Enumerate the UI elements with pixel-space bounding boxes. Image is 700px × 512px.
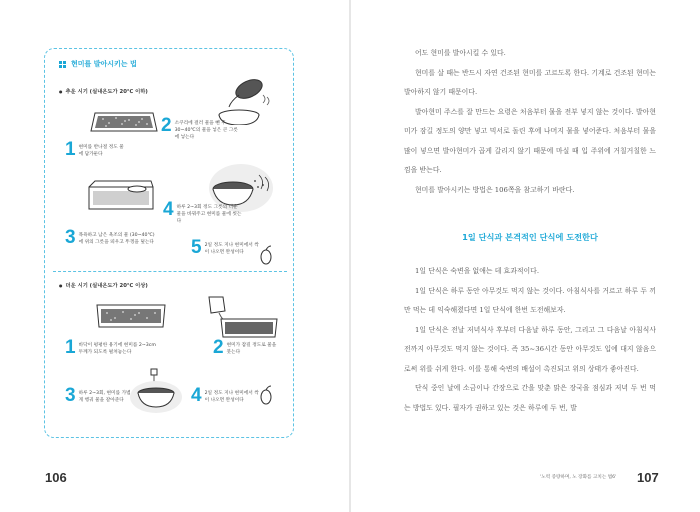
hot-step-2 bbox=[213, 339, 277, 357]
step-number: 2 bbox=[161, 115, 172, 136]
grid-bullet-icon bbox=[59, 61, 66, 68]
flat-tray-illustration bbox=[93, 301, 169, 333]
cold-step-4 bbox=[163, 201, 243, 225]
paragraph: 현미를 살 때는 반드시 자연 건조된 현미를 고르도록 한다. 기계로 건조된 현미는 발아하지 않기 때문이다. bbox=[404, 68, 656, 96]
step-text: 하루 2~3회, 현미를 가볍게 헹궈 물을 갈아준다 bbox=[78, 391, 131, 403]
paragraph: 현미를 발아시키는 방법은 106쪽을 참고하기 바란다. bbox=[415, 185, 575, 194]
box-title bbox=[59, 59, 137, 69]
section-heading: 1일 단식과 본격적인 단식에 도전한다 bbox=[462, 232, 598, 242]
hot-step-1 bbox=[65, 339, 159, 357]
paragraph: 단식 중인 날에 소금이나 간장으로 간을 맞춘 맑은 장국을 점심과 저녁 두 번 먹는 방법도 있다. 필자가 권하고 있는 것은 하루에 두 번, 발 bbox=[404, 384, 656, 412]
cold-step-3 bbox=[65, 229, 159, 247]
cold-step-1 bbox=[65, 141, 125, 159]
step-number: 1 bbox=[65, 337, 76, 358]
sprouted-grain-icon bbox=[259, 385, 273, 405]
paragraph: 1일 단식은 전날 저녁식사 후부터 다음날 하루 동안, 그리고 그 다음날 아침식사 전까지 아무것도 먹지 않는 것이다. 즉 35~36시간 동안 아무것도 입에 대지 않음으로써 위를 쉬게 한다. 이를 통해 숙변의 배설이 촉진되고 위의 상태가 좋아진다. bbox=[404, 325, 656, 373]
hot-season-heading: ● 더운 시기 (실내온도가 20℃ 이상) bbox=[59, 281, 148, 289]
cold-step-2 bbox=[161, 117, 239, 141]
hot-step-4 bbox=[191, 387, 261, 405]
step-text: 목욕하고 남은 욕조의 물 (30~40℃)에 위의 그릇을 띄우고 뚜껑을 덮는다 bbox=[78, 233, 155, 245]
page-number-right: 107 bbox=[637, 470, 659, 485]
step-text: 바닥이 평평한 용기에 현미를 2~3cm 두께가 되도록 펼쳐놓는다 bbox=[78, 343, 156, 355]
step-number: 1 bbox=[65, 139, 76, 160]
cold-step-5 bbox=[191, 239, 263, 257]
step-text: 현미가 잠길 정도로 물을 붓는다 bbox=[226, 343, 277, 355]
instruction-box bbox=[44, 48, 294, 438]
sprouted-grain-icon bbox=[259, 245, 273, 265]
cold-season-heading: ● 추운 시기 (실내온도가 20℃ 이하) bbox=[59, 87, 148, 95]
book-gutter bbox=[349, 0, 351, 512]
tray-of-rice-illustration bbox=[89, 109, 159, 137]
paragraph: 어도 현미를 발아시킬 수 있다. bbox=[415, 49, 506, 57]
step-number: 4 bbox=[163, 199, 174, 220]
paragraph: 1일 단식은 숙변을 없애는 데 효과적이다. bbox=[415, 267, 540, 275]
step-number: 5 bbox=[191, 237, 202, 258]
step-text: 현미를 반나절 정도 물에 담가둔다 bbox=[78, 145, 124, 157]
bathtub-illustration bbox=[85, 179, 157, 215]
step-text: 2일 정도 지나 현미에서 싹이 나오면 완성이다 bbox=[204, 243, 259, 255]
step-text: 하루 2~3회 정도 그릇의 더운 물을 바꿔주고 현미를 물에 씻는다 bbox=[176, 205, 242, 224]
running-footer: '노력 증량하며, 노 장화를 고치는 법6' bbox=[540, 475, 617, 480]
paragraph: 발아현미 주스를 잘 만드는 요령은 처음부터 물을 전부 넣지 않는 것이다. 발아현미가 잠길 정도의 양만 넣고 믹서로 돌린 후에 나머지 물을 넣어준다. 처음부터 물을 많이 넣으면 발아현미가 곱게 갈리지 않기 때문에 마실 때 입 주위에 거칠거칠한 느낌을 받는다. bbox=[404, 107, 656, 174]
paragraph: 1일 단식은 하루 동안 아무것도 먹지 않는 것이다. 아침식사를 거르고 하루 두 끼만 먹는 데 익숙해졌다면 1일 단식에 한번 도전해보자. bbox=[404, 286, 656, 314]
step-number: 3 bbox=[65, 227, 76, 248]
step-number: 4 bbox=[191, 385, 202, 406]
hot-step-3 bbox=[65, 387, 135, 405]
body-text-top bbox=[404, 44, 656, 200]
step-number: 3 bbox=[65, 385, 76, 406]
step-text: 소쿠리에 걸러 물을 뺀 후 30~40℃의 물을 넣은 큰 그릇에 넣는다 bbox=[174, 121, 238, 140]
step-text: 2일 정도 지나 현미에서 싹이 나오면 완성이다 bbox=[204, 391, 259, 403]
box-title-text: 현미를 발아시키는 법 bbox=[71, 60, 137, 68]
pitcher-pouring-illustration bbox=[203, 293, 281, 341]
section-divider bbox=[53, 271, 287, 272]
step-number: 2 bbox=[213, 337, 224, 358]
body-text-bottom bbox=[404, 262, 656, 418]
page-number-left: 106 bbox=[45, 470, 67, 485]
